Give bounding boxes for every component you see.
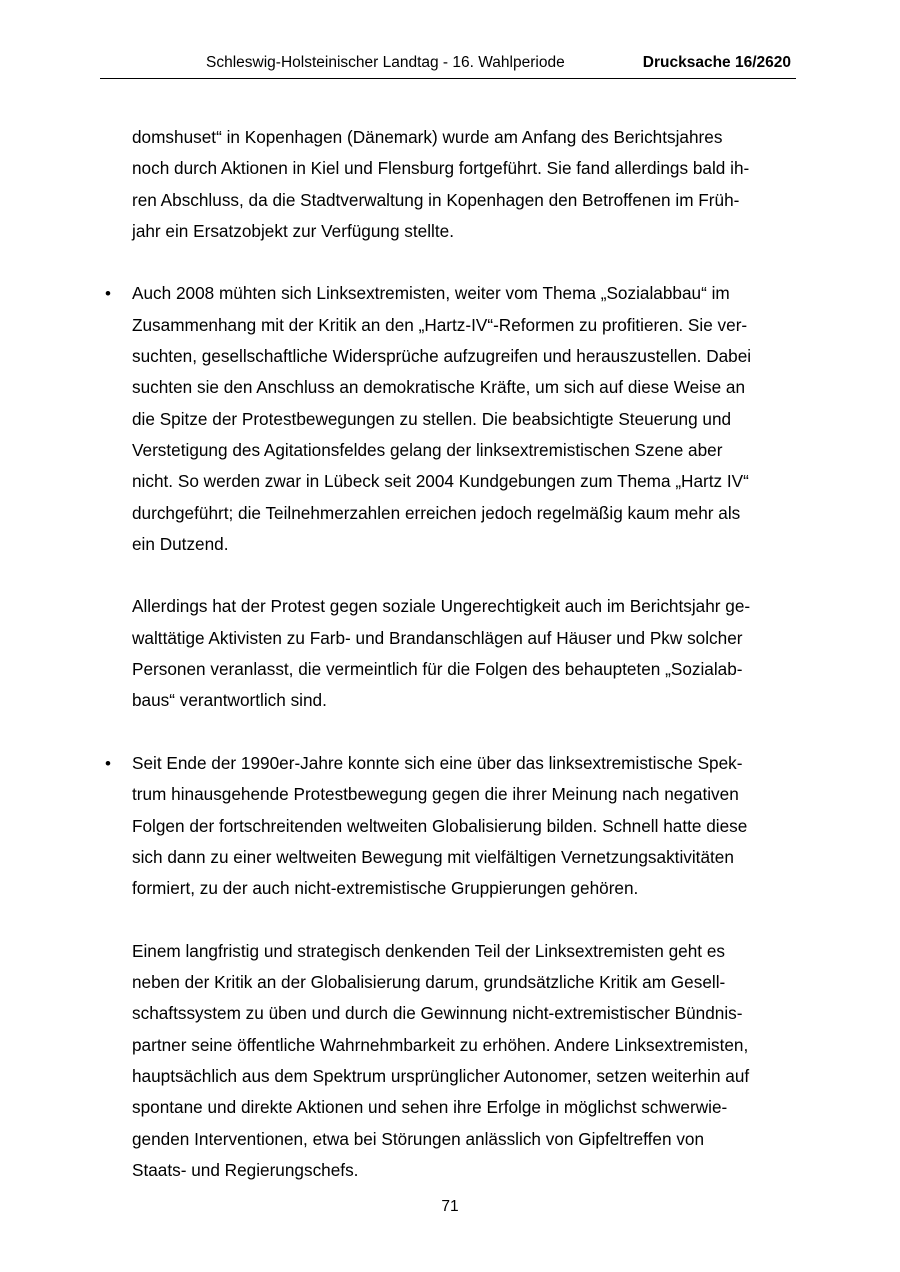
page-body [105, 122, 792, 1186]
header-title: Schleswig-Holsteinischer Landtag - 16. Wahlperiode [206, 54, 565, 71]
page-number: 71 [441, 1198, 459, 1215]
list-item-paragraph: Seit Ende der 1990er-Jahre konnte sich eine über das linksextremistische Spek- trum hinausgehende Protestbewegung gegen die ihrer Meinung nach negativen Folgen der fortschreitenden weltweiten Globalisierung bilden. Schnell hatte diese sich dann zu einer weltweiten Bewegung mit vielfältigen Vernetzungsaktivitäten formiert, zu der auch nicht-extremistische Gruppierungen gehören. [132, 752, 748, 899]
list-item [105, 748, 792, 1186]
list-item [105, 278, 792, 716]
bullet-marker: • [105, 284, 111, 304]
document-number: Drucksache 16/2620 [642, 54, 791, 71]
intro-paragraph: domshuset“ in Kopenhagen (Dänemark) wurde am Anfang des Berichtsjahres noch durch Aktionen in Kiel und Flensburg fortgeführt. Sie fand allerdings bald ih- ren Abschluss, da die Stadtverwaltung in Kopenhagen den Betroffenen im Früh- jahr ein Ersatzobjekt zur Verfügung stellte. [132, 127, 750, 241]
bullet-marker: • [105, 753, 111, 773]
list-item-paragraph: Einem langfristig und strategisch denkenden Teil der Linksextremisten geht es neben der Kritik an der Globalisierung darum, grundsätzliche Kritik am Gesell- schaftssystem zu üben und durch die Gewinnung nicht-extremistischer Bündnis- partner seine öffentliche Wahrnehmbarkeit zu erhöhen. Andere Linksextremisten, hauptsächlich aus dem Spektrum ursprünglicher Autonomer, setzen weiterhin auf spontane und direkte Aktionen und sehen ihre Erfolge in möglichst schwerwie- genden Interventionen, etwa bei Störungen anlässlich von Gipfeltreffen von Staats- und Regierungschefs. [132, 940, 750, 1180]
page-header [100, 52, 796, 79]
list-item-paragraph: Auch 2008 mühten sich Linksextremisten, weiter vom Thema „Sozialabbau“ im Zusammenhang mit der Kritik an den „Hartz-IV“-Reformen zu profitieren. Sie ver- suchten, gesellschaftliche Widersprüche aufzugreifen und herauszustellen. Dabei suchten sie den Anschluss an demokratische Kräfte, um sich auf diese Weise an die Spitze der Protestbewegungen zu stellen. Die beabsichtigte Steuerung und Verstetigung des Agitationsfeldes gelang der linksextremistischen Szene aber nicht. So werden zwar in Lübeck seit 2004 Kundgebungen zum Thema „Hartz IV“ durchgeführt; die Teilnehmerzahlen erreichen jedoch regelmäßig kaum mehr als ein Dutzend. [132, 283, 752, 554]
list-item-paragraph: Allerdings hat der Protest gegen soziale Ungerechtigkeit auch im Berichtsjahr ge- walttätige Aktivisten zu Farb- und Brandanschlägen auf Häuser und Pkw solcher Personen veranlasst, die vermeintlich für die Folgen des behaupteten „Sozialab- baus“ verantwortlich sind. [132, 596, 751, 711]
